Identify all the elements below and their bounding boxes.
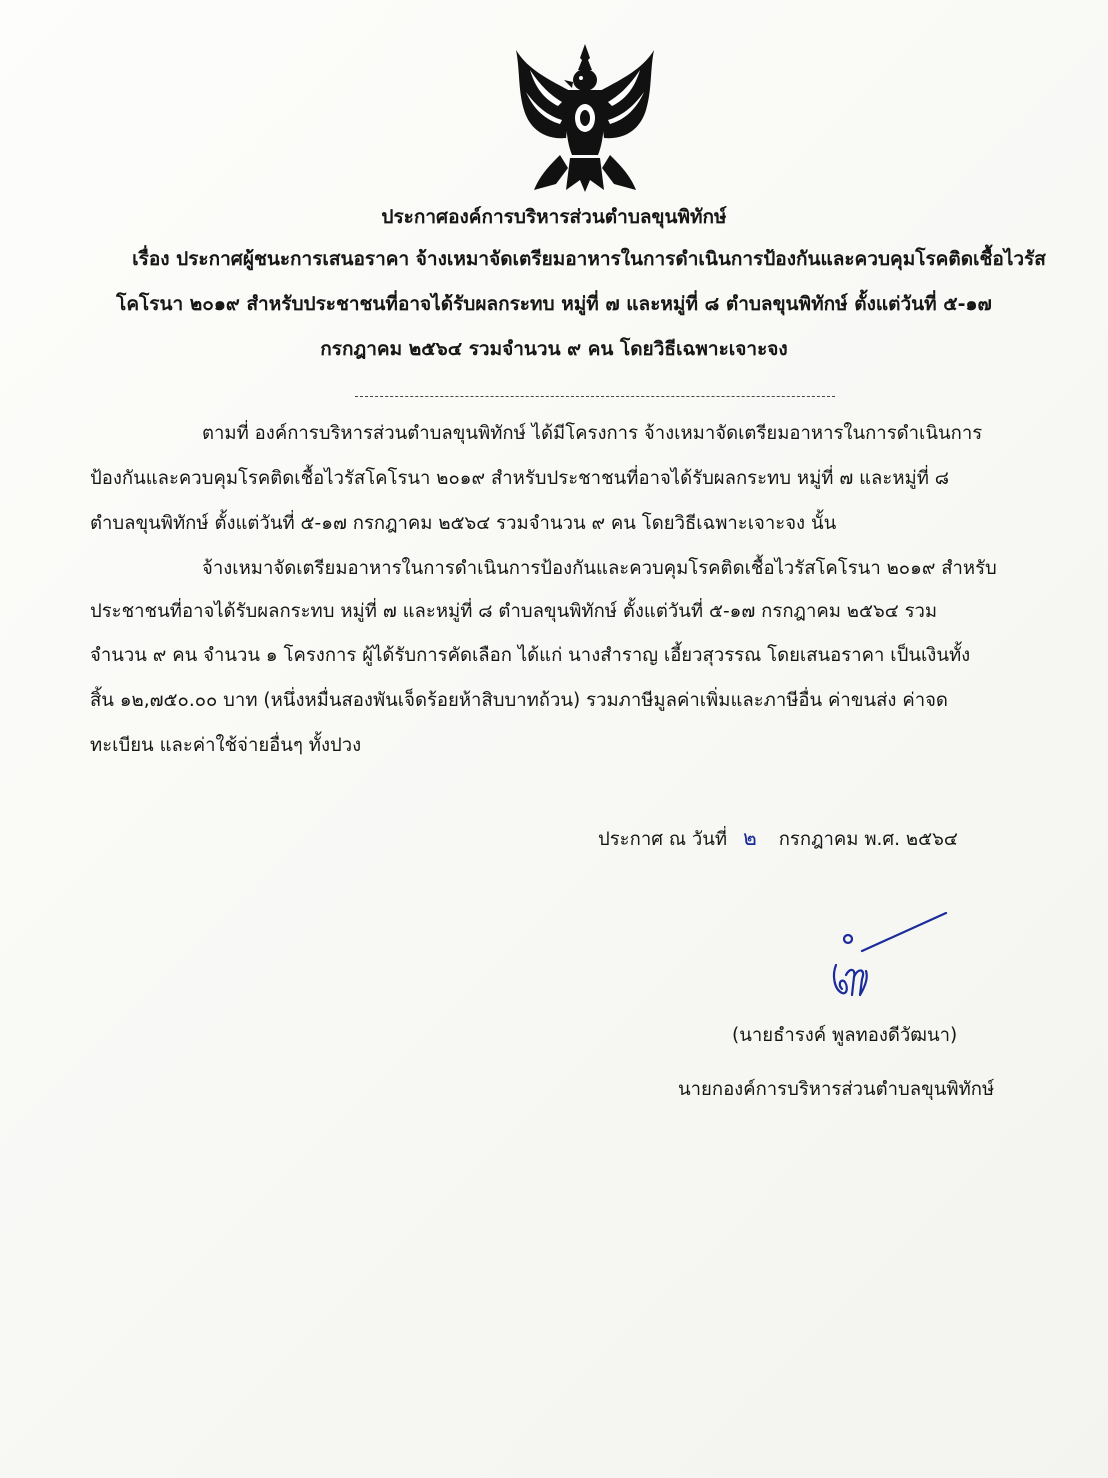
signatory-name: (นายธำรงค์ พูลทองดีวัฒนา) (732, 1025, 958, 1046)
date-line (598, 828, 958, 850)
date-prefix: ประกาศ ณ วันที่ (598, 829, 728, 850)
paragraph-2-line-5: ทะเบียน และค่าใช้จ่ายอื่นๆ ทั้งปวง (90, 735, 362, 756)
paragraph-2-line-1: จ้างเหมาจัดเตรียมอาหารในการดำเนินการป้องกันและควบคุมโรคติดเชื้อไวรัสโคโรนา ๒๐๑๙ สำหรับ (202, 558, 997, 579)
paragraph-1-line-2: ป้องกันและควบคุมโรคติดเชื้อไวรัสโคโรนา ๒๐๑๙ สำหรับประชาชนที่อาจได้รับผลกระทบ หมู่ที่ ๗ และหมู่ที่ ๘ (90, 468, 950, 489)
paragraph-1-line-1: ตามที่ องค์การบริหารส่วนตำบลขุนพิทักษ์ ได้มีโครงการ จ้างเหมาจัดเตรียมอาหารในการดำเนินการ (202, 423, 983, 444)
paragraph-2-line-3: จำนวน ๙ คน จำนวน ๑ โครงการ ผู้ได้รับการคัดเลือก ได้แก่ นางสำราญ เอี้ยวสุวรรณ โดยเสนอราคา เป็นเงินทั้ง (90, 645, 971, 666)
handwritten-day: ๒ (743, 826, 757, 850)
paragraph-1-line-3: ตำบลขุนพิทักษ์ ตั้งแต่วันที่ ๕-๑๗ กรกฎาคม ๒๕๖๔ รวมจำนวน ๙ คน โดยวิธีเฉพาะเจาะจง นั้น (90, 513, 837, 534)
subject-line-2: โคโรนา ๒๐๑๙ สำหรับประชาชนที่อาจได้รับผลกระทบ หมู่ที่ ๗ และหมู่ที่ ๘ ตำบลขุนพิทักษ์ ตั้งแต่วันที่ ๕-๑๗ (116, 293, 992, 315)
paragraph-2-line-2: ประชาชนที่อาจได้รับผลกระทบ หมู่ที่ ๗ และหมู่ที่ ๘ ตำบลขุนพิทักษ์ ตั้งแต่วันที่ ๕-๑๗ กรกฎาคม ๒๕๖๔ รวม (90, 601, 938, 622)
announcement-org-heading: ประกาศองค์การบริหารส่วนตำบลขุนพิทักษ์ (381, 206, 727, 228)
subject-line-3: กรกฎาคม ๒๕๖๔ รวมจำนวน ๙ คน โดยวิธีเฉพาะเจาะจง (320, 338, 788, 360)
garuda-emblem (510, 40, 660, 200)
date-suffix: กรกฎาคม พ.ศ. ๒๕๖๔ (778, 829, 958, 850)
signatory-position: นายกองค์การบริหารส่วนตำบลขุนพิทักษ์ (678, 1079, 995, 1100)
subject-line-1: เรื่อง ประกาศผู้ชนะการเสนอราคา จ้างเหมาจัดเตรียมอาหารในการดำเนินการป้องกันและควบคุมโรคติดเชื้อไวรัส (132, 248, 1046, 270)
separator-line (355, 396, 835, 397)
paragraph-2-line-4: สิ้น ๑๒,๗๕๐.๐๐ บาท (หนึ่งหมื่นสองพันเจ็ดร้อยห้าสิบบาทถ้วน) รวมภาษีมูลค่าเพิ่มและภาษีอื่น ค่าขนส่ง ค่าจด (90, 690, 948, 711)
handwritten-signature (818, 905, 958, 1015)
